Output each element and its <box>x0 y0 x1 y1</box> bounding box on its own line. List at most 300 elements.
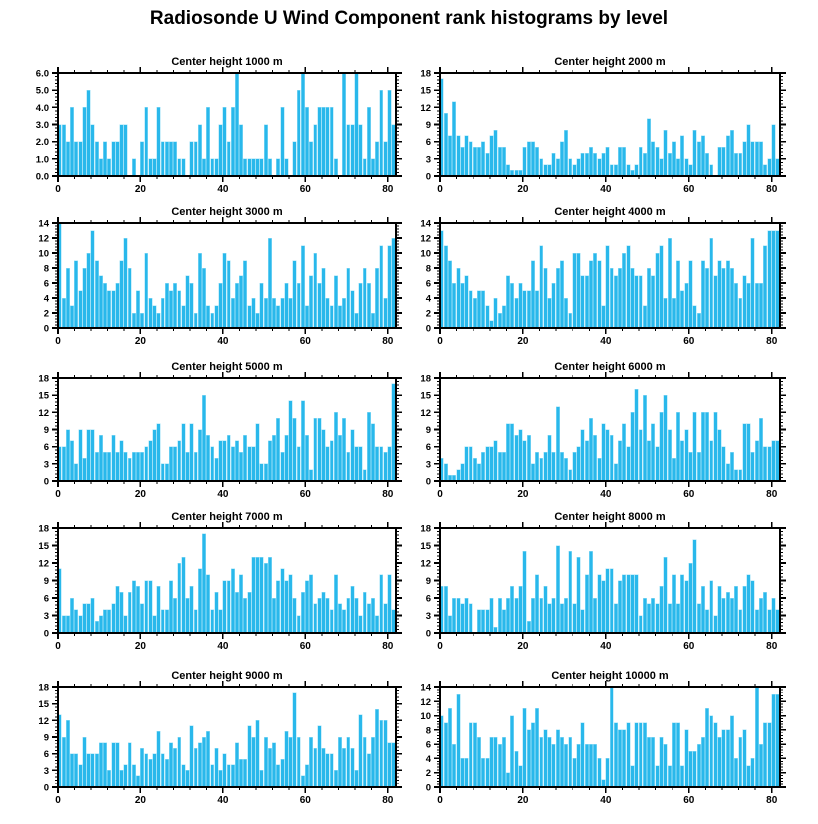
histogram-bar <box>330 306 333 329</box>
histogram-bar <box>535 575 538 633</box>
histogram-bar <box>544 268 547 328</box>
y-tick-label: 4.0 <box>35 102 49 114</box>
histogram-bar <box>165 283 168 328</box>
histogram-bar <box>182 557 185 633</box>
histogram-bar <box>461 758 464 787</box>
histogram-bar <box>776 159 779 176</box>
histogram-bar <box>668 430 671 482</box>
histogram-bar <box>593 744 596 787</box>
histogram-bar <box>523 708 526 787</box>
histogram-bar <box>363 737 366 787</box>
histogram-bar <box>215 748 218 787</box>
histogram-bar <box>606 569 609 633</box>
histogram-bar <box>87 90 90 176</box>
x-tick-label: 0 <box>55 336 61 347</box>
histogram-bar <box>577 744 580 787</box>
histogram-bar <box>759 142 762 176</box>
histogram-bar <box>452 598 455 633</box>
histogram-bar <box>552 452 555 481</box>
histogram-bar <box>705 268 708 328</box>
histogram-bar <box>676 261 679 329</box>
histogram-bar <box>297 90 300 176</box>
histogram-bars <box>440 79 779 176</box>
y-tick-label: 2.0 <box>35 137 49 149</box>
histogram-bar <box>289 298 292 328</box>
histogram-bar <box>701 737 704 787</box>
histogram-bar <box>535 708 538 787</box>
histogram-bar <box>639 430 642 482</box>
histogram-bar <box>91 430 94 482</box>
histogram-bar <box>124 238 127 328</box>
histogram-bar <box>342 73 345 176</box>
histogram-bar <box>178 441 181 481</box>
histogram-bar <box>730 130 733 176</box>
histogram-bar <box>281 452 284 481</box>
y-tick-label: 15 <box>38 541 49 552</box>
histogram-bar <box>309 142 312 176</box>
y-tick-label: 8 <box>43 263 49 275</box>
histogram-bar <box>70 306 73 329</box>
histogram-bar <box>392 610 395 633</box>
histogram-bar <box>515 598 518 633</box>
histogram-bar <box>660 737 663 787</box>
subplot-center-height-2000-m <box>420 56 786 195</box>
histogram-bar <box>776 441 779 481</box>
histogram-bar <box>710 716 713 787</box>
y-tick-label: 12 <box>420 696 431 708</box>
x-tick-label: 60 <box>683 641 695 652</box>
histogram-bar <box>384 142 387 176</box>
histogram-bar <box>614 604 617 633</box>
histogram-bar <box>494 298 497 328</box>
histogram-bar <box>231 107 234 176</box>
histogram-bar <box>206 306 209 329</box>
histogram-bar <box>103 452 106 481</box>
histogram-bar <box>314 418 317 481</box>
histogram-bar <box>388 246 391 329</box>
histogram-bar <box>87 604 90 633</box>
histogram-bar <box>190 586 193 633</box>
histogram-bar <box>643 395 646 481</box>
histogram-bar <box>494 130 497 176</box>
y-tick-label: 3 <box>425 154 431 166</box>
histogram-bar <box>656 147 659 176</box>
histogram-bar <box>457 694 460 787</box>
histogram-bar <box>743 276 746 329</box>
histogram-bar <box>235 592 238 633</box>
histogram-bar <box>248 592 251 633</box>
histogram-bar <box>602 424 605 481</box>
histogram-bar <box>318 598 321 633</box>
histogram-bar <box>481 610 484 633</box>
histogram-bar <box>124 616 127 634</box>
histogram-bar <box>112 435 115 481</box>
histogram-bar <box>268 441 271 481</box>
y-tick-label: 0 <box>43 476 49 488</box>
histogram-bar <box>322 268 325 328</box>
histogram-bar <box>486 758 489 787</box>
histogram-bar <box>66 720 69 787</box>
histogram-bar <box>338 737 341 787</box>
histogram-bar <box>91 598 94 633</box>
histogram-bar <box>355 598 358 633</box>
histogram-bar <box>252 159 255 176</box>
histogram-bar <box>388 575 391 633</box>
histogram-bar <box>380 720 383 787</box>
histogram-bar <box>610 268 613 328</box>
histogram-bar <box>722 268 725 328</box>
histogram-bar <box>99 616 102 634</box>
histogram-bar <box>301 776 304 787</box>
histogram-bar <box>622 253 625 328</box>
histogram-bars <box>58 384 395 481</box>
histogram-bar <box>593 153 596 176</box>
histogram-bar <box>531 598 534 633</box>
histogram-bar <box>252 557 255 633</box>
histogram-bar <box>515 435 518 481</box>
histogram-bar <box>776 231 779 329</box>
histogram-bar <box>481 142 484 176</box>
histogram-bar <box>248 306 251 329</box>
histogram-bar <box>62 616 65 634</box>
histogram-bar <box>132 581 135 634</box>
y-tick-label: 6 <box>425 593 431 605</box>
histogram-bar <box>79 616 82 634</box>
y-tick-label: 15 <box>420 85 431 97</box>
histogram-bar <box>747 283 750 328</box>
histogram-bar <box>116 452 119 481</box>
histogram-bar <box>161 142 164 176</box>
histogram-bar <box>589 551 592 633</box>
histogram-bar <box>444 723 447 787</box>
histogram-bar <box>502 147 505 176</box>
subplot-center-height-5000-m <box>38 361 402 500</box>
x-tick-label: 40 <box>600 641 612 652</box>
histogram-bar <box>639 147 642 176</box>
histogram-bar <box>469 723 472 787</box>
histogram-bar <box>153 306 156 329</box>
histogram-bar <box>363 268 366 328</box>
histogram-bar <box>128 268 131 328</box>
histogram-bar <box>112 291 115 329</box>
histogram-bar <box>116 743 119 787</box>
subplot-center-height-9000-m <box>38 670 402 806</box>
histogram-bar <box>182 159 185 176</box>
histogram-bar <box>768 723 771 787</box>
y-tick-label: 9 <box>425 120 431 131</box>
histogram-bar <box>95 452 98 481</box>
histogram-bar <box>618 581 621 634</box>
histogram-bar <box>178 737 181 787</box>
histogram-bar <box>581 610 584 633</box>
histogram-bar <box>751 142 754 176</box>
histogram-bar <box>103 283 106 328</box>
histogram-bar <box>701 412 704 481</box>
histogram-bar <box>548 604 551 633</box>
x-tick-label: 20 <box>517 336 529 347</box>
histogram-bar <box>149 159 152 176</box>
histogram-bar <box>469 142 472 176</box>
histogram-bar <box>252 737 255 787</box>
histogram-bar <box>498 147 501 176</box>
histogram-bar <box>651 598 654 633</box>
histogram-bar <box>465 136 468 176</box>
histogram-bar <box>256 424 259 481</box>
histogram-bar <box>380 90 383 176</box>
histogram-bar <box>186 276 189 329</box>
histogram-bar <box>510 283 513 328</box>
histogram-bars <box>58 73 395 176</box>
histogram-bar <box>573 758 576 787</box>
y-tick-label: 0 <box>425 323 431 335</box>
histogram-bar <box>194 748 197 787</box>
histogram-bar <box>722 147 725 176</box>
histogram-bar <box>363 470 366 481</box>
histogram-bar <box>359 616 362 634</box>
histogram-bar <box>540 458 543 481</box>
histogram-bar <box>627 575 630 633</box>
histogram-bar <box>309 470 312 481</box>
y-tick-label: 3 <box>425 459 431 471</box>
y-tick-label: 9 <box>43 732 49 744</box>
histogram-bar <box>631 412 634 481</box>
histogram-bar <box>326 598 329 633</box>
x-tick-label: 40 <box>217 489 229 500</box>
histogram-bar <box>627 447 630 481</box>
histogram-bar <box>190 424 193 481</box>
y-tick-label: 15 <box>38 390 49 402</box>
subplot-center-height-3000-m <box>38 206 402 347</box>
histogram-bar <box>759 418 762 481</box>
histogram-bar <box>490 737 493 787</box>
histogram-bar <box>697 313 700 328</box>
histogram-bar <box>359 447 362 481</box>
y-tick-label: 12 <box>420 407 431 419</box>
histogram-bar <box>776 694 779 787</box>
histogram-bar <box>461 464 464 481</box>
histogram-bar <box>211 447 214 481</box>
histogram-bar <box>297 616 300 634</box>
histogram-bar <box>481 291 484 329</box>
histogram-bar <box>656 447 659 481</box>
subplot-center-height-7000-m <box>38 511 402 652</box>
y-tick-label: 12 <box>38 558 49 570</box>
histogram-bar <box>198 743 201 787</box>
histogram-bar <box>643 598 646 633</box>
histogram-bar <box>281 569 284 633</box>
histogram-bar <box>481 452 484 481</box>
histogram-bar <box>693 306 696 329</box>
histogram-bar <box>610 687 613 787</box>
histogram-bar <box>477 464 480 481</box>
histogram-bar <box>219 283 222 328</box>
histogram-bar <box>223 253 226 328</box>
histogram-bar <box>231 569 234 633</box>
histogram-bar <box>768 447 771 481</box>
histogram-bar <box>660 586 663 633</box>
histogram-bar <box>610 165 613 176</box>
histogram-bar <box>668 766 671 787</box>
histogram-bar <box>631 268 634 328</box>
histogram-bar <box>693 130 696 176</box>
histogram-bar <box>243 598 246 633</box>
y-tick-label: 3 <box>43 765 49 777</box>
histogram-bars <box>58 223 395 328</box>
histogram-bar <box>202 159 205 176</box>
x-tick-label: 40 <box>217 336 229 347</box>
histogram-bar <box>223 581 226 634</box>
histogram-bar <box>120 592 123 633</box>
y-tick-label: 9 <box>425 576 431 587</box>
x-tick-label: 60 <box>299 795 311 806</box>
histogram-bar <box>190 726 193 787</box>
histogram-bar <box>685 159 688 176</box>
subplot-center-height-1000-m <box>36 56 402 195</box>
x-tick-label: 60 <box>299 489 311 500</box>
histogram-bar <box>510 716 513 787</box>
histogram-bar <box>465 276 468 329</box>
histogram-bar <box>342 748 345 787</box>
histogram-bar <box>552 153 555 176</box>
y-tick-label: 15 <box>38 699 49 711</box>
histogram-bar <box>498 598 501 633</box>
histogram-bar <box>305 581 308 634</box>
histogram-bar <box>281 298 284 328</box>
histogram-bar <box>486 447 489 481</box>
x-tick-label: 0 <box>437 489 443 500</box>
histogram-bar <box>701 586 704 633</box>
histogram-bar <box>194 313 197 328</box>
histogram-bar <box>285 435 288 481</box>
histogram-bar <box>747 575 750 633</box>
histogram-bar <box>338 435 341 481</box>
histogram-bar <box>79 142 82 176</box>
histogram-bar <box>585 575 588 633</box>
histogram-bar <box>722 598 725 633</box>
histogram-bar <box>342 418 345 481</box>
histogram-bar <box>593 435 596 481</box>
histogram-bar <box>318 107 321 176</box>
histogram-bar <box>573 165 576 176</box>
histogram-bar <box>95 261 98 329</box>
histogram-bar <box>132 159 135 176</box>
histogram-bar <box>326 754 329 787</box>
histogram-bar <box>739 298 742 328</box>
histogram-bar <box>598 261 601 329</box>
histogram-bar <box>680 441 683 481</box>
histogram-bar <box>710 441 713 481</box>
histogram-bar <box>631 766 634 787</box>
y-tick-label: 0 <box>425 171 431 183</box>
histogram-bar <box>656 604 659 633</box>
histogram-bar <box>227 142 230 176</box>
histogram-bar <box>371 424 374 481</box>
x-tick-label: 40 <box>217 641 229 652</box>
histogram-bar <box>87 253 90 328</box>
histogram-bar <box>552 598 555 633</box>
histogram-bar <box>701 261 704 329</box>
histogram-bar <box>363 159 366 176</box>
histogram-bar <box>635 575 638 633</box>
y-tick-label: 12 <box>38 233 49 245</box>
subplot-title: Center height 8000 m <box>554 511 666 523</box>
histogram-bar <box>103 610 106 633</box>
histogram-bar <box>182 306 185 329</box>
y-tick-label: 1.0 <box>35 154 49 166</box>
y-tick-label: 10 <box>38 248 49 260</box>
x-tick-label: 80 <box>382 795 394 806</box>
y-tick-label: 15 <box>420 541 431 552</box>
histogram-bar <box>739 470 742 481</box>
histogram-bar <box>739 610 742 633</box>
x-tick-label: 40 <box>600 795 612 806</box>
histogram-bar <box>697 142 700 176</box>
histogram-bar <box>730 452 733 481</box>
histogram-bar <box>375 142 378 176</box>
histogram-bar <box>444 113 447 176</box>
histogram-bar <box>62 298 65 328</box>
histogram-bar <box>506 773 509 787</box>
histogram-bar <box>631 575 634 633</box>
histogram-bar <box>351 291 354 329</box>
histogram-bar <box>763 723 766 787</box>
histogram-bar <box>149 581 152 634</box>
histogram-bar <box>469 447 472 481</box>
histogram-bar <box>223 441 226 481</box>
histogram-bar <box>473 147 476 176</box>
y-tick-label: 14 <box>420 218 431 230</box>
histogram-bar <box>194 610 197 633</box>
histogram-bar <box>330 610 333 633</box>
histogram-bar <box>276 765 279 787</box>
histogram-bar <box>107 291 110 329</box>
histogram-bar <box>751 758 754 787</box>
histogram-bar <box>281 107 284 176</box>
histogram-bar <box>326 107 329 176</box>
histogram-bar <box>585 153 588 176</box>
subplot-center-height-6000-m <box>420 361 786 500</box>
histogram-bar <box>602 306 605 329</box>
histogram-bar <box>759 598 762 633</box>
histogram-bar <box>622 730 625 787</box>
histogram-bar <box>145 447 148 481</box>
histogram-bar <box>722 730 725 787</box>
histogram-bar <box>519 766 522 787</box>
histogram-bar <box>598 458 601 481</box>
histogram-bar <box>697 452 700 481</box>
histogram-bar <box>107 452 110 481</box>
y-tick-label: 8 <box>425 725 431 737</box>
histogram-bar <box>227 765 230 787</box>
histogram-bar <box>618 147 621 176</box>
histogram-bar <box>560 142 563 176</box>
histogram-bar <box>190 142 193 176</box>
histogram-bar <box>301 246 304 329</box>
histogram-bar <box>685 730 688 787</box>
histogram-bar <box>367 283 370 328</box>
histogram-bar <box>190 283 193 328</box>
histogram-bar <box>693 412 696 481</box>
histogram-bar <box>132 452 135 481</box>
histogram-bar <box>540 159 543 176</box>
histogram-bar <box>606 246 609 329</box>
histogram-bar <box>477 147 480 176</box>
histogram-bar <box>79 765 82 787</box>
histogram-bar <box>375 709 378 787</box>
x-tick-label: 40 <box>600 336 612 347</box>
histogram-bar <box>178 563 181 633</box>
subplot-center-height-4000-m <box>420 206 786 347</box>
